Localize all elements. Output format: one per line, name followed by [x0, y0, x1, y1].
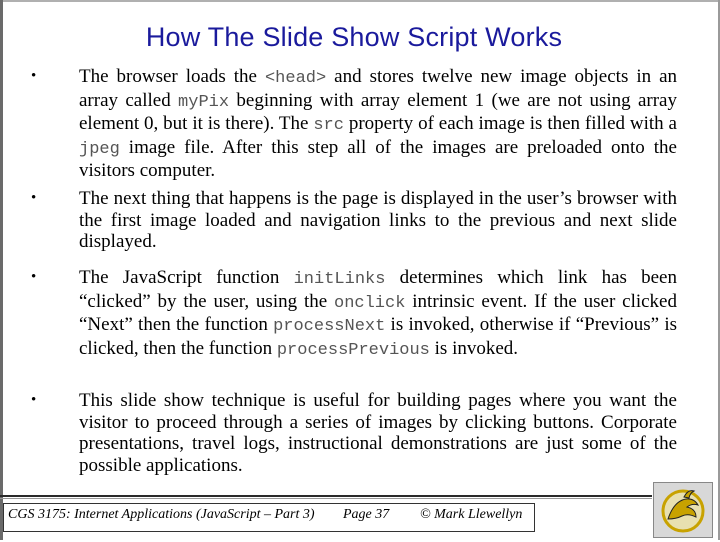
slide-border-left [0, 0, 3, 540]
logo-box [653, 482, 713, 538]
bullet-text-run: intrinsic event. If the user clicked “Next” then the function [79, 290, 677, 335]
footer-course: CGS 3175: Internet Applications (JavaScript – Part 3) [8, 507, 315, 522]
inline-code: onclick [334, 293, 406, 313]
inline-code: initLinks [293, 270, 386, 289]
bullet-text-run: The JavaScript function [79, 267, 294, 288]
bullet-text-run: property of each image is then filled with a [343, 113, 677, 134]
bullet-text-run: is invoked, otherwise if “Previous” is clicked, then the function [79, 314, 677, 359]
bullet-text-run: The next thing that happens is the page is displayed in the user’s browser with the first image loaded and navigation links to the previous and next slide displayed. [79, 188, 677, 252]
bullet-text [79, 188, 677, 253]
footer-author: © Mark Llewellyn [420, 507, 523, 522]
inline-code: <head> [264, 69, 327, 88]
bullet-text-run: This slide show technique is useful for building pages where you want the visitor to proceed through a series of images by clicking buttons. Corporate presentations, travel logs, instructional demonstrations are just some of the possible applications. [79, 390, 677, 476]
bullet-text [79, 267, 677, 361]
inline-code: processPrevious [276, 340, 430, 360]
slide-title: How The Slide Show Script Works [145, 22, 563, 52]
pegasus-logo-icon [654, 483, 712, 537]
bullet-text-run: beginning with array element 1 (we are not using array element 0, but it is there). The [79, 89, 677, 134]
bullet-text-run: image file. After this step all of the images are preloaded onto the visitors computer. [79, 136, 677, 181]
bullet-text [79, 390, 677, 476]
inline-code: src [313, 116, 344, 135]
footer-divider-shadow [0, 498, 652, 499]
inline-code: myPix [178, 92, 230, 112]
bullet-text-run: The browser loads the [79, 66, 265, 87]
bullet-dot: • [31, 392, 37, 408]
bullet-dot: • [31, 68, 37, 84]
bullet-text [79, 66, 677, 182]
bullet-dot: • [31, 269, 37, 285]
bullet-dot: • [31, 190, 37, 206]
slide-border-top [0, 0, 720, 2]
footer-divider [0, 495, 652, 497]
bullet-text-run: and stores twelve new image objects in an array called [79, 66, 678, 111]
bullet-text-run: determines which link has been “clicked” by the user, using the [79, 267, 677, 312]
bullet-text-run: is invoked. [429, 337, 519, 359]
footer-page-number: Page 37 [343, 507, 390, 522]
inline-code: jpeg [79, 139, 120, 159]
inline-code: processNext [273, 317, 386, 336]
